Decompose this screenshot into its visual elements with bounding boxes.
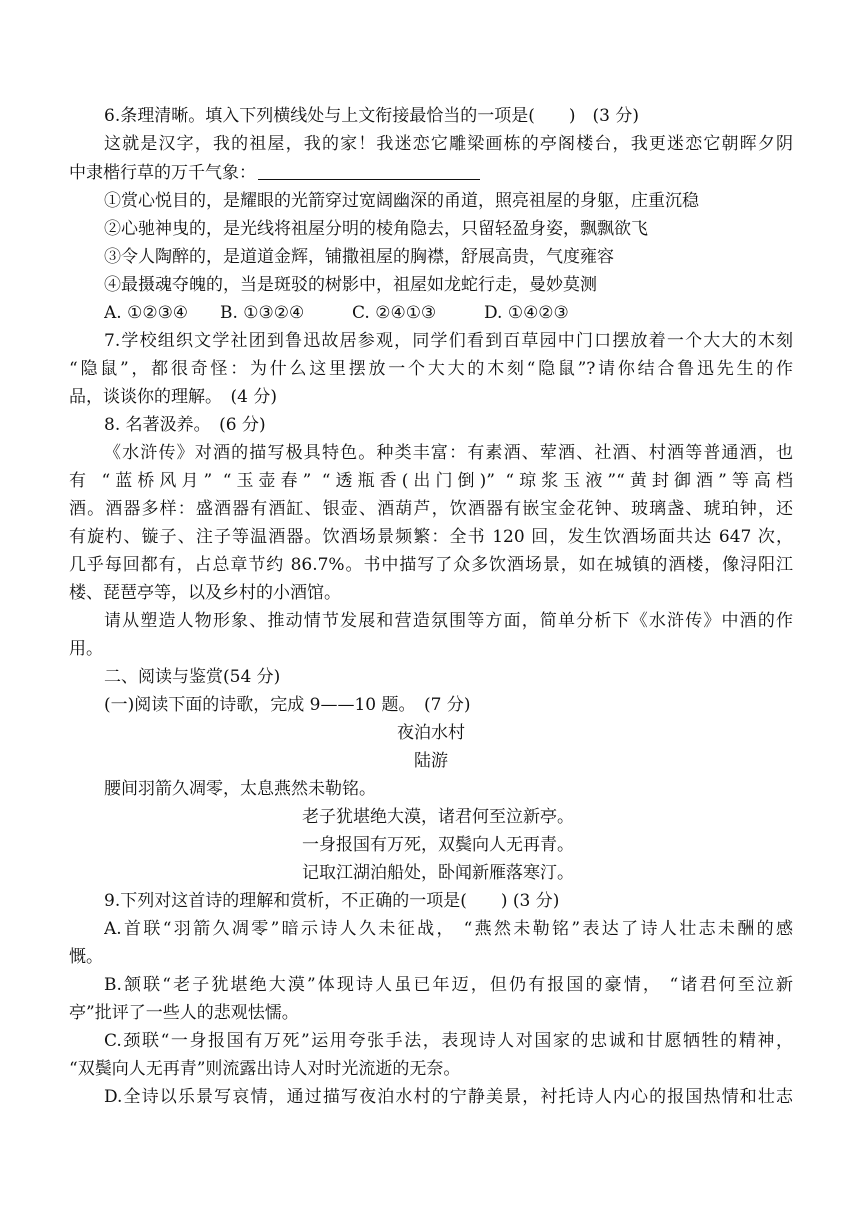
q8-para-line2: 有 “蓝桥风月” “玉壶春” “透瓶香(出门倒)” “琼浆玉液”“黄封御酒”等高档 xyxy=(69,471,793,491)
q8-para-line5: 几乎每回都有，占总章节约 86.7%。书中描写了众多饮酒场景，如在城镇的酒楼，像浔阳江 xyxy=(69,555,793,575)
q6-choice-a: A. ①②③④ xyxy=(104,303,189,323)
q9-option-c-line2: “双鬓向人无再青”则流露出诗人对时光流逝的无奈。 xyxy=(69,1059,461,1079)
q6-stem: 6.条理清晰。填入下列横线处与上文衔接最恰当的一项是( ) (3 分) xyxy=(104,106,639,126)
q6-choice-d: D. ①④②③ xyxy=(484,303,569,323)
q7-line2: “隐鼠”，都很奇怪：为什么这里摆放一个大大的木刻“隐鼠”?请你结合鲁迅先生的作 xyxy=(69,359,793,379)
q6-passage-line2: 中隶楷行草的万千气象： xyxy=(69,163,256,183)
section2-title: 二、阅读与鉴赏(54 分) xyxy=(104,667,281,687)
q9-option-c-line1: C.颈联“一身报国有万死”运用夸张手法，表现诗人对国家的忠诚和甘愿牺牲的精神， xyxy=(104,1031,793,1051)
q6-option-1: ①赏心悦目的，是耀眼的光箭穿过宽阔幽深的甬道，照亮祖屋的身躯，庄重沉稳 xyxy=(104,191,699,211)
poem-author: 陆游 xyxy=(414,751,448,771)
poem-line-4: 记取江湖泊船处，卧闻新雁落寒汀。 xyxy=(302,863,574,883)
q8-para-line4: 有旋杓、镟子、注子等温酒器。饮酒场景频繁：全书 120 回，发生饮酒场面共达 647 次， xyxy=(69,527,793,547)
q9-option-d-line1: D.全诗以乐景写哀情，通过描写夜泊水村的宁静美景，衬托诗人内心的报国热情和壮志 xyxy=(104,1087,793,1107)
q6-option-2: ②心驰神曳的，是光线将祖屋分明的棱角隐去，只留轻盈身姿，飘飘欲飞 xyxy=(104,219,648,239)
section2-sub1: (一)阅读下面的诗歌，完成 9——10 题。 (7 分) xyxy=(104,695,471,715)
q9-option-b-line2: 亭”批评了一些人的悲观怯懦。 xyxy=(69,1003,299,1023)
q8-para-line6: 楼、琵琶亭等，以及乡村的小酒馆。 xyxy=(69,583,341,603)
poem-line-1: 腰间羽箭久凋零，太息燕然未勒铭。 xyxy=(104,779,376,799)
q8-task-line2: 用。 xyxy=(69,639,103,659)
q6-option-4: ④最摄魂夺魄的，当是斑驳的树影中，祖屋如龙蛇行走，曼妙莫测 xyxy=(104,275,597,295)
q8-para-line3: 酒。酒器多样：盛酒器有酒缸、银壶、酒葫芦，饮酒器有嵌宝金花钟、玻璃盏、琥珀钟，还 xyxy=(69,499,793,519)
q9-option-b-line1: B.颔联“老子犹堪绝大漠”体现诗人虽已年迈，但仍有报国的豪情， “诸君何至泣新 xyxy=(104,975,793,995)
q6-passage-line1: 这就是汉字，我的祖屋，我的家！我迷恋它雕梁画栋的亭阁楼台，我更迷恋它朝晖夕阴 xyxy=(104,134,793,154)
q9-option-a-line2: 慨。 xyxy=(69,947,103,967)
poem-line-3: 一身报国有万死，双鬓向人无再青。 xyxy=(302,835,574,855)
q6-choices xyxy=(104,299,793,327)
q9-option-a-line1: A.首联“羽箭久凋零”暗示诗人久未征战， “燕然未勒铭”表达了诗人壮志未酬的感 xyxy=(104,919,793,939)
q7-line3: 品，谈谈你的理解。 (4 分) xyxy=(69,387,277,407)
q6-option-3: ③令人陶醉的，是道道金辉，铺撒祖屋的胸襟，舒展高贵，气度雍容 xyxy=(104,247,614,267)
poem-title: 夜泊水村 xyxy=(397,723,465,743)
q6-choice-c: C. ②④①③ xyxy=(352,303,437,323)
q7-line1: 7.学校组织文学社团到鲁迅故居参观，同学们看到百草园中门口摆放着一个大大的木刻 xyxy=(104,331,793,351)
poem-line-2: 老子犹堪绝大漠，诸君何至泣新亭。 xyxy=(302,807,574,827)
q9-stem: 9.下列对这首诗的理解和赏析，不正确的一项是( ) (3 分) xyxy=(104,891,560,911)
q8-task-line1: 请从塑造人物形象、推动情节发展和营造氛围等方面，简单分析下《水浒传》中酒的作 xyxy=(104,611,793,631)
answer-blank xyxy=(258,162,480,180)
q8-para-line1: 《水浒传》对酒的描写极具特色。种类丰富：有素酒、荤酒、社酒、村酒等普通酒，也 xyxy=(104,443,793,463)
q6-passage-line2-row xyxy=(69,159,793,187)
q8-stem: 8. 名著汲养。 (6 分) xyxy=(104,415,266,435)
q6-choice-b: B. ①③②④ xyxy=(220,303,305,323)
